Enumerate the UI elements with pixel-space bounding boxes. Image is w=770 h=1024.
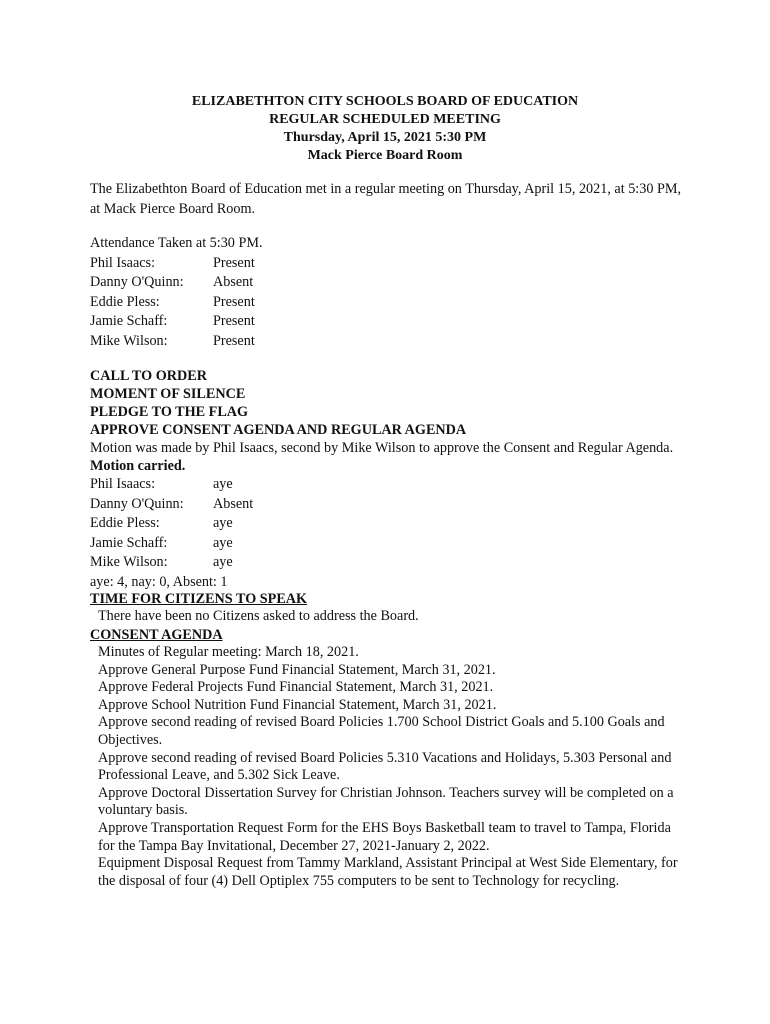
motion-result: Motion carried. (90, 458, 186, 474)
vote-tally: aye: 4, nay: 0, Absent: 1 (90, 573, 228, 590)
vote-section (90, 475, 690, 592)
member-status: Present (213, 293, 255, 310)
member-name: Phil Isaacs: (90, 476, 156, 492)
consent-section (90, 626, 690, 890)
member-status: Present (213, 313, 255, 329)
consent-items (90, 644, 690, 890)
consent-item: Equipment Disposal Request from Tammy Markland, Assistant Principal at West Side Elementary, for the disposal of four (4) Dell Optiplex 755 computers to be sent to Technology for recycling. (98, 855, 678, 889)
member-name: Phil Isaacs: (90, 254, 156, 271)
member-name: Danny O'Quinn: (90, 274, 184, 290)
pledge-heading: PLEDGE TO THE FLAG (90, 404, 249, 420)
member-name: Danny O'Quinn: (90, 495, 184, 512)
member-status: Absent (213, 274, 254, 290)
member-name: Eddie Pless: (90, 515, 160, 531)
member-name: Jamie Schaff: (90, 313, 168, 329)
consent-item: Minutes of Regular meeting: March 18, 2021. (98, 644, 359, 660)
member-vote: aye (213, 515, 233, 531)
motion-text (90, 439, 690, 475)
document-header (0, 93, 770, 165)
citizens-section (90, 590, 690, 626)
attendance-title: Attendance Taken at 5:30 PM. (90, 235, 263, 251)
vote-row (90, 553, 690, 573)
moment-of-silence-heading: MOMENT OF SILENCE (90, 386, 246, 402)
motion-description: Motion was made by Phil Isaacs, second by Mike Wilson to approve the Consent and Regular Agenda. (90, 440, 674, 456)
approve-agenda-heading: APPROVE CONSENT AGENDA AND REGULAR AGENDA (90, 422, 467, 438)
header-title: ELIZABETHTON CITY SCHOOLS BOARD OF EDUCATION (191, 94, 579, 109)
intro-text: The Elizabethton Board of Education met in a regular meeting on Thursday, April 15, 2021, at 5:30 PM, at Mack Pierce Board Room. (90, 181, 682, 217)
consent-item: Approve School Nutrition Fund Financial Statement, March 31, 2021. (98, 696, 497, 713)
consent-item: Approve General Purpose Fund Financial Statement, March 31, 2021. (98, 661, 496, 678)
call-to-order-heading: CALL TO ORDER (90, 368, 207, 384)
consent-item: Approve second reading of revised Board Policies 1.700 School District Goals and 5.100 Goals and Objectives. (98, 714, 665, 748)
header-date: Thursday, April 15, 2021 5:30 PM (283, 130, 487, 145)
intro-paragraph (90, 180, 690, 219)
attendance-row (90, 332, 690, 352)
member-name: Eddie Pless: (90, 293, 160, 310)
consent-item: Approve Doctoral Dissertation Survey for Christian Johnson. Teachers survey will be completed on a voluntary basis. (98, 784, 674, 819)
consent-item: Approve second reading of revised Board Policies 5.310 Vacations and Holidays, 5.303 Personal and Professional Leave, and 5.302 Sick Leave. (98, 749, 672, 784)
consent-heading: CONSENT AGENDA (90, 627, 223, 643)
member-status: Present (213, 254, 255, 271)
agenda-headings (90, 367, 690, 439)
vote-row (90, 475, 690, 495)
consent-item: Approve Federal Projects Fund Financial Statement, March 31, 2021. (98, 679, 494, 696)
member-vote: aye (213, 554, 233, 570)
member-name: Mike Wilson: (90, 554, 168, 570)
attendance-row (90, 273, 690, 293)
member-name: Mike Wilson: (90, 332, 168, 349)
vote-row (90, 495, 690, 515)
attendance-section (90, 234, 690, 351)
consent-item: Approve Transportation Request Form for the EHS Boys Basketball team to travel to Tampa, Florida for the Tampa Bay Invitational, December 27, 2021-January 2, 2022. (98, 819, 671, 854)
header-location: Mack Pierce Board Room (307, 148, 463, 163)
member-vote: aye (213, 476, 233, 492)
member-vote: Absent (213, 495, 254, 512)
vote-row (90, 534, 690, 554)
member-vote: aye (213, 534, 233, 551)
attendance-row (90, 293, 690, 313)
motion-section (90, 439, 690, 475)
header-meeting-type: REGULAR SCHEDULED MEETING (269, 112, 501, 127)
citizens-text: There have been no Citizens asked to address the Board. (98, 608, 419, 624)
vote-row (90, 514, 690, 534)
citizens-heading: TIME FOR CITIZENS TO SPEAK (90, 591, 308, 607)
member-name: Jamie Schaff: (90, 534, 168, 551)
attendance-row (90, 254, 690, 274)
attendance-row (90, 312, 690, 332)
member-status: Present (213, 332, 255, 349)
